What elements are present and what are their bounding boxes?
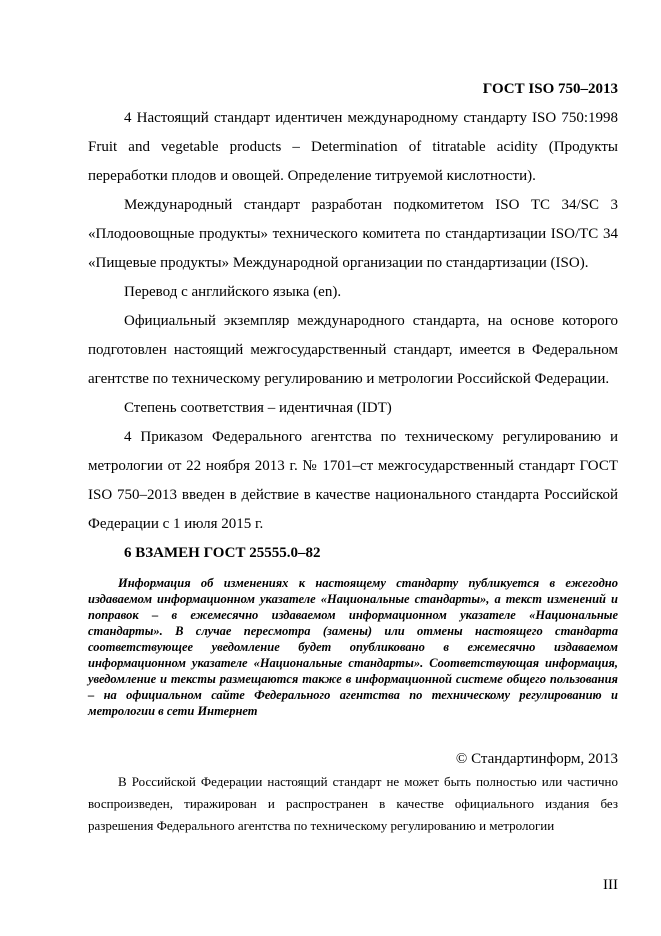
paragraph-translation-language: Перевод с английского языка (en).: [124, 284, 342, 300]
paragraph-conformity-degree: Степень соответствия – идентичная (IDT): [124, 400, 392, 416]
paragraph-official-copy: Официальный экземпляр международного стандарта, на основе которого подготовлен настоящий межгосударственный стандарт, имеется в Федеральном агентстве по техническому регулированию и метрологии Российской Федерации.: [88, 313, 618, 387]
copyright-line: © Стандартинформ, 2013: [455, 751, 618, 767]
paragraph-replaces-standard: 6 ВЗАМЕН ГОСТ 25555.0–82: [124, 545, 321, 561]
reproduction-restriction-note: В Российской Федерации настоящий стандарт не может быть полностью или частично воспроизведен, тиражирован и распространен в качестве официального издания без разрешения Федерального агентства по техническому регулированию и метрологии: [88, 774, 618, 833]
paragraph-standard-identity: 4 Настоящий стандарт идентичен международному стандарту ISO 750:1998 Fruit and vegetable products – Determination of titratable acidity (Продукты переработки плодов и овощей. Определение титруемой кислотности).: [88, 110, 618, 184]
amendments-information-note: Информация об изменениях к настоящему стандарту публикуется в ежегодно издаваемом информационном указателе «Национальные стандарты», а текст изменений и поправок – в ежемесячно издаваемом информационном указателе «Национальные стандарты». В случае пересмотра (замены) или отмены настоящего стандарта соответствующее уведомление будет опубликовано в ежемесячно издаваемом информационном указателе «Национальные стандарты». Соответствующая информация, уведомление и тексты размещаются также в информационной системе общего пользования – на официальном сайте Федерального агентства по техническому регулированию и метрологии в сети Интернет: [88, 576, 618, 718]
page-number: III: [603, 877, 618, 893]
paragraph-enactment-order: 4 Приказом Федерального агентства по техническому регулированию и метрологии от 22 ноября 2013 г. № 1701–ст межгосударственный стандарт ГОСТ ISO 750–2013 введен в действие в качестве национального стандарта Российской Федерации с 1 июля 2015 г.: [88, 429, 618, 532]
document-header-standard-code: ГОСТ ISO 750–2013: [482, 81, 618, 97]
paragraph-standard-developer: Международный стандарт разработан подкомитетом ISO ТС 34/SC 3 «Плодоовощные продукты» технического комитета по стандартизации ISO/ТС 34 «Пищевые продукты» Международной организации по стандартизации (ISO).: [88, 197, 618, 271]
